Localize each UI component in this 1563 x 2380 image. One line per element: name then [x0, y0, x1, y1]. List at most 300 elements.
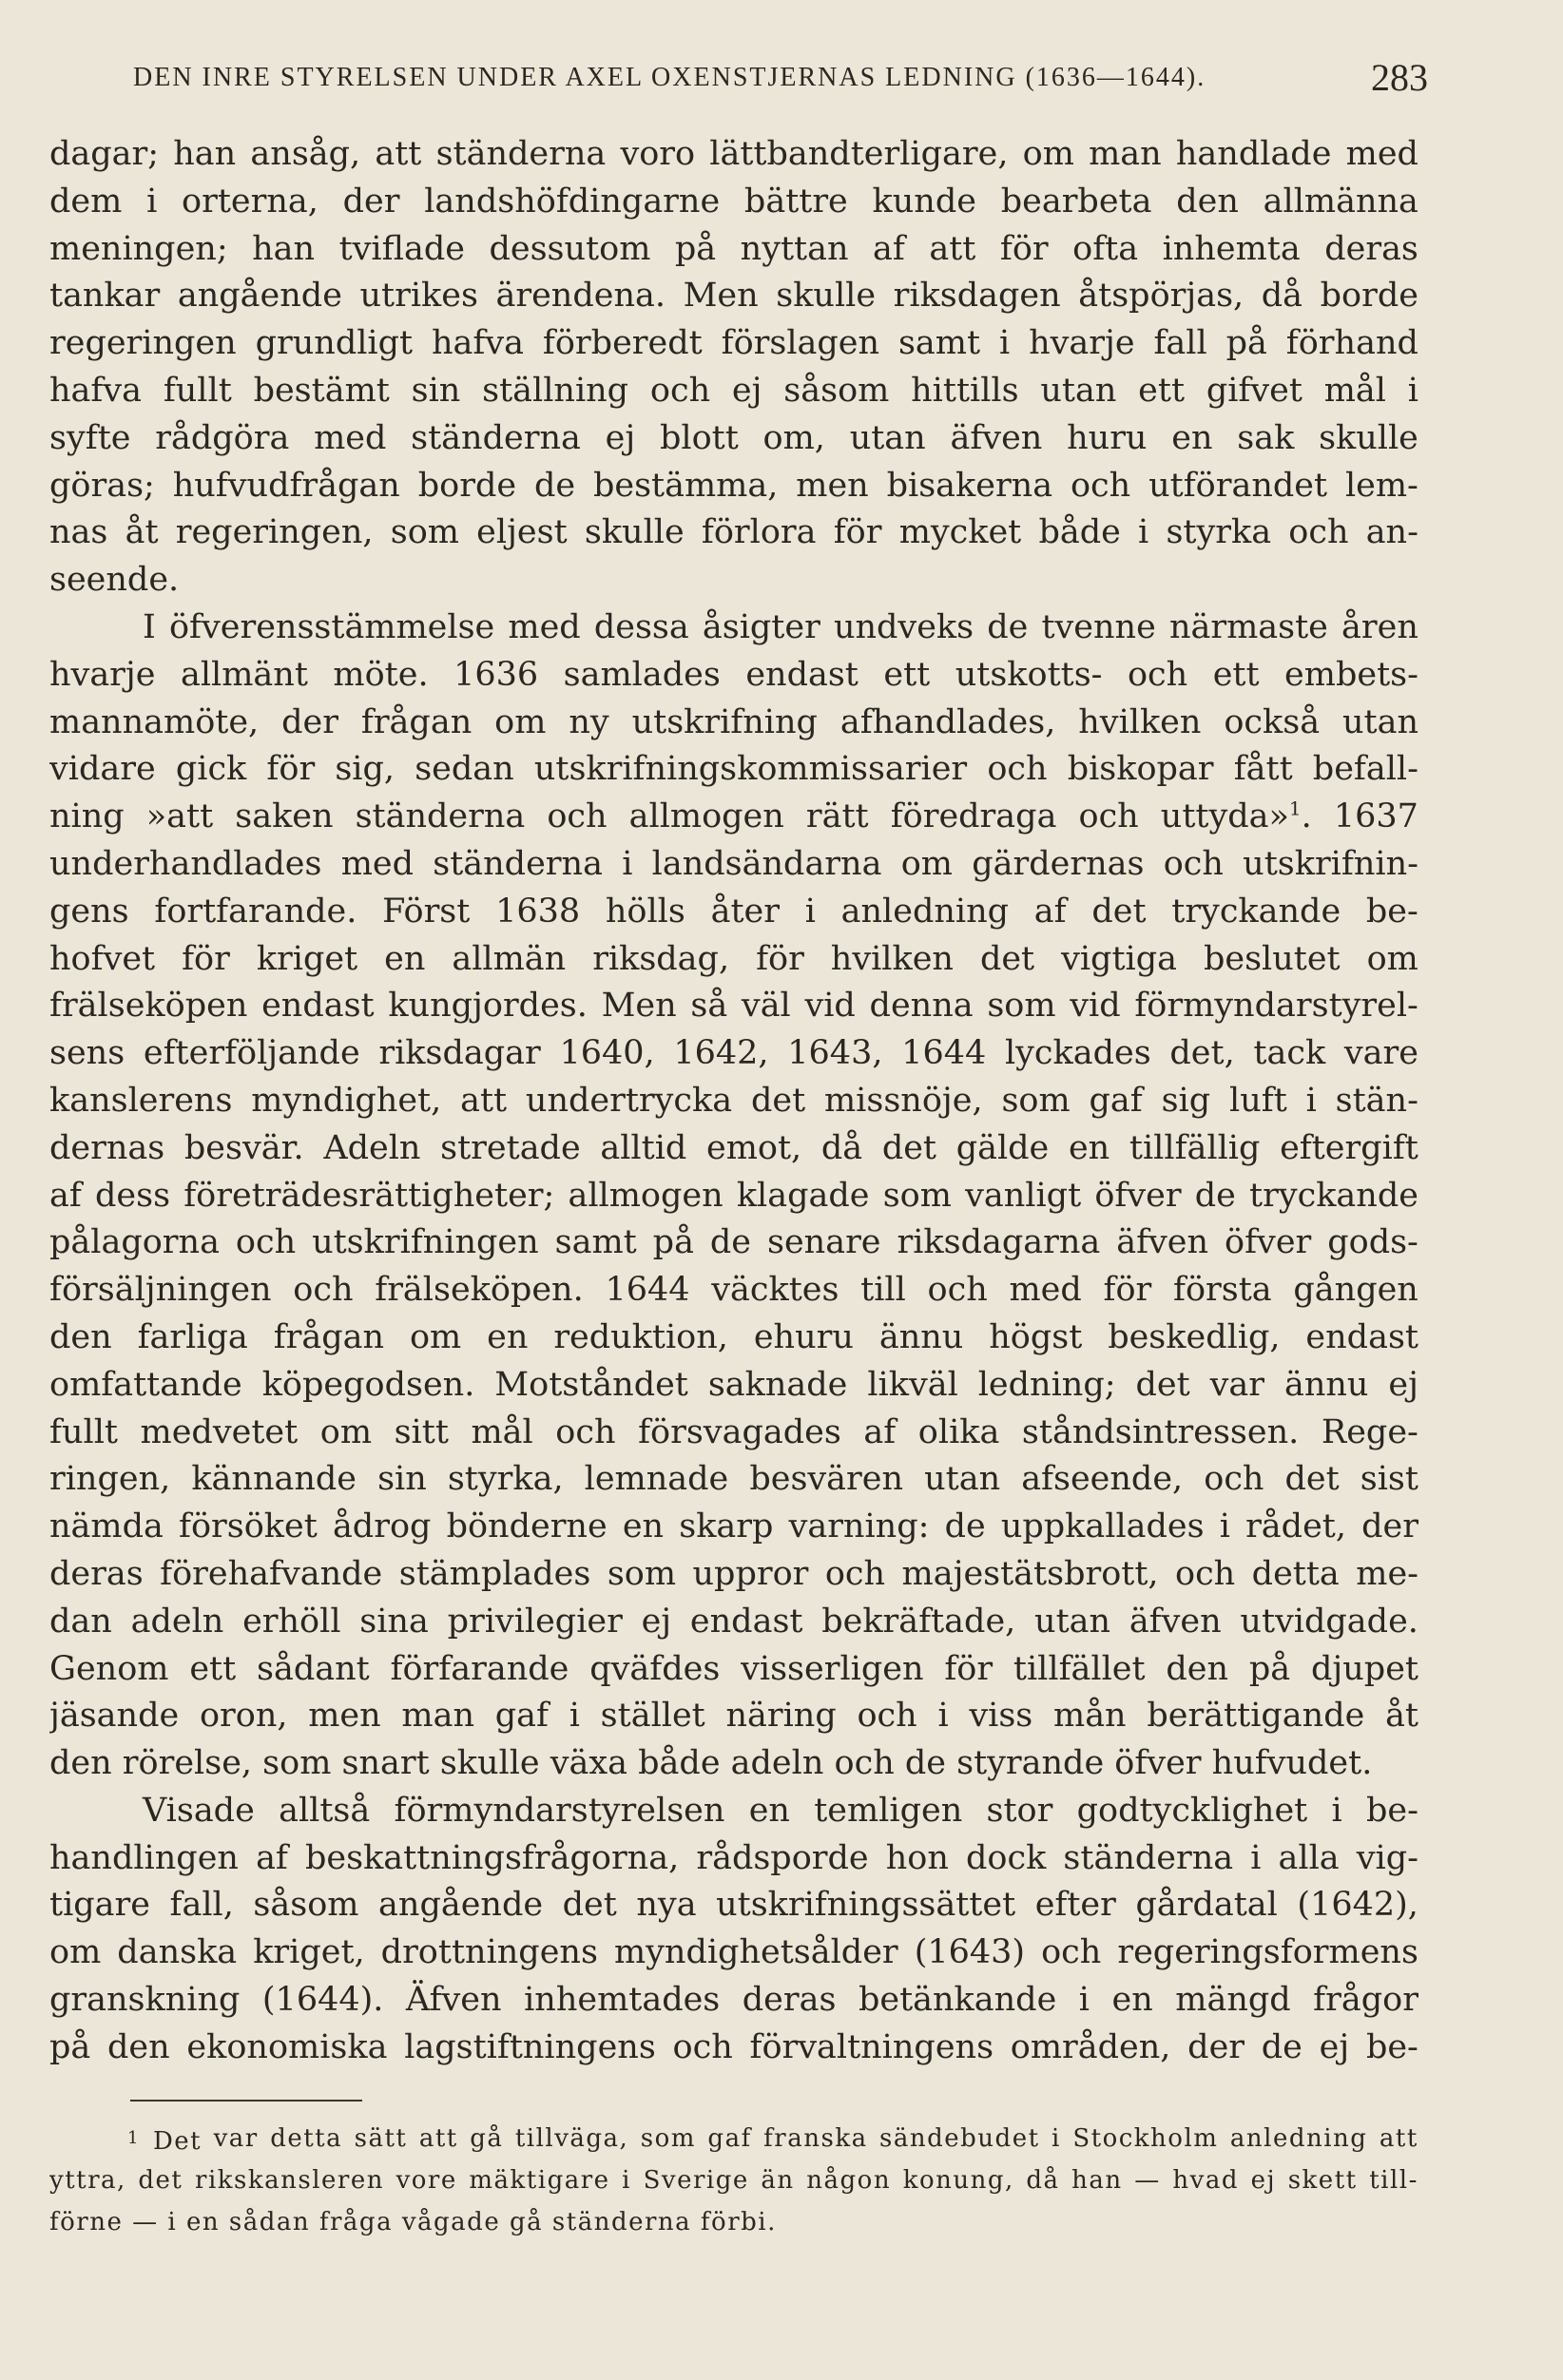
word: och: [649, 371, 711, 410]
word: försvagades: [638, 1412, 841, 1451]
word: skulle: [1319, 418, 1418, 457]
word: i: [622, 2166, 631, 2195]
word: (1643): [914, 1933, 1026, 1972]
word: den: [1166, 1649, 1229, 1688]
word: seende.: [49, 561, 180, 600]
word: angående: [177, 277, 342, 316]
word: Adeln: [323, 1128, 421, 1167]
word: embets-: [1284, 655, 1418, 694]
word: och: [1070, 466, 1131, 505]
word: hittills: [911, 371, 1019, 410]
word: viss: [969, 1697, 1033, 1736]
word: vare: [1343, 1034, 1418, 1073]
word: som: [1001, 1081, 1071, 1120]
word: der: [342, 182, 400, 221]
word: utan: [1341, 702, 1418, 741]
word: endast: [745, 655, 859, 694]
word: öfverensstämmelse: [168, 607, 495, 646]
word: borde: [1320, 277, 1418, 316]
word: utan: [1034, 1602, 1111, 1641]
word: men: [796, 466, 869, 505]
word: gods-: [1327, 1223, 1418, 1262]
word: gå: [470, 2124, 504, 2153]
word: utan: [849, 418, 926, 457]
word: riksdag,: [592, 939, 730, 978]
word: fullt: [49, 1412, 118, 1451]
word: utan: [1040, 371, 1117, 410]
body-text: [49, 131, 1418, 2072]
word: i: [1219, 1507, 1230, 1546]
text-line: [49, 509, 1418, 557]
word: i: [1331, 1791, 1342, 1830]
word: bekräftade,: [821, 1602, 1016, 1641]
word: då: [1261, 277, 1303, 316]
word: i: [167, 2208, 186, 2236]
word: gaf: [494, 1697, 549, 1736]
word: sist: [1360, 1460, 1418, 1499]
word: man: [1089, 135, 1162, 173]
word: detta: [270, 2124, 343, 2153]
word: afseende,: [1021, 1460, 1184, 1499]
word: ständerna: [411, 418, 581, 457]
word: temligen: [814, 1791, 963, 1830]
word: kanslerens: [49, 1081, 233, 1120]
word: stället: [600, 1697, 705, 1736]
word: förlora: [701, 513, 817, 552]
word: åt: [125, 513, 159, 552]
word: be-: [1366, 1791, 1418, 1830]
word: förfarande: [390, 1649, 569, 1688]
word: också: [1224, 702, 1321, 741]
word: meningen;: [49, 229, 228, 268]
word: skulle: [584, 513, 685, 552]
word: detta: [1251, 1554, 1340, 1593]
word: varning:: [788, 1507, 930, 1546]
word: ständerna: [433, 844, 603, 883]
word: huru: [1067, 418, 1148, 457]
word: mängd: [1175, 1981, 1291, 2020]
word: der: [1361, 1507, 1418, 1546]
word: nyttan: [740, 229, 849, 268]
word: der: [1187, 2027, 1245, 2066]
word: blott: [659, 418, 739, 457]
word: $^1$ Det: [127, 2127, 203, 2156]
word: åter: [710, 892, 780, 931]
word: privilegier: [447, 1602, 623, 1641]
word: jäsande: [49, 1697, 180, 1736]
word: på: [1225, 324, 1267, 363]
word: och: [1175, 1554, 1236, 1593]
word: likväl: [867, 1365, 958, 1404]
word: det: [979, 939, 1035, 978]
word: gick: [175, 750, 247, 789]
word: äfven: [950, 418, 1043, 457]
word: om: [1022, 135, 1074, 173]
word: djupet: [1311, 1649, 1418, 1688]
word: tryckande: [1249, 1176, 1418, 1215]
word: Sverige: [643, 2166, 749, 2195]
text-line: [49, 1410, 1418, 1457]
word: vidare: [49, 750, 156, 789]
word: konung,: [902, 2166, 1014, 2195]
word: biskopar: [1067, 750, 1214, 789]
text-line: [49, 179, 1418, 226]
word: ärendena.: [495, 277, 666, 316]
word: drottningens: [380, 1933, 598, 1972]
word: 1640,: [559, 1034, 655, 1073]
word: gälde: [955, 1128, 1050, 1167]
word: om: [900, 844, 953, 883]
word: vågade: [401, 2208, 510, 2236]
word: han: [173, 135, 237, 173]
word: styrka: [1166, 513, 1272, 552]
word: sitt: [394, 1412, 449, 1451]
word: ansåg,: [250, 135, 361, 173]
word: och: [824, 1554, 886, 1593]
word: majestätsbrott,: [901, 1554, 1159, 1593]
word: näring: [725, 1697, 837, 1736]
word: en: [185, 2208, 229, 2236]
word: utskrifningssättet: [716, 1886, 1016, 1925]
word: rätt: [805, 797, 869, 836]
word: ett: [1212, 655, 1260, 694]
word: äfven: [1116, 1223, 1209, 1262]
word: och: [1127, 655, 1188, 694]
word: endast: [261, 987, 375, 1026]
word: emot,: [705, 1128, 802, 1167]
word: det: [562, 1886, 617, 1925]
text-line: [49, 1740, 1418, 1788]
text-line: [49, 1551, 1418, 1599]
word: hvarje: [1029, 324, 1135, 363]
word: i: [937, 1697, 949, 1736]
word: skarp: [679, 1507, 774, 1546]
text-line: [49, 226, 1418, 274]
word: områden,: [1010, 2027, 1171, 2066]
word: med: [508, 607, 581, 646]
word: som: [987, 987, 1056, 1026]
word: medvetet: [140, 1412, 299, 1451]
word: bestämt: [253, 371, 390, 410]
word: 1638: [495, 892, 581, 931]
text-line: [49, 1882, 1418, 1929]
word: der: [281, 702, 338, 741]
word: sina: [359, 1602, 429, 1641]
word: myndighetsålder: [613, 1933, 898, 1972]
word: i: [1250, 1838, 1262, 1877]
word: ej: [1250, 2166, 1277, 2195]
word: första: [1173, 1271, 1272, 1310]
word: för: [999, 229, 1049, 268]
word: förslagen: [721, 324, 880, 363]
word: utskrifnin-: [1243, 844, 1418, 883]
word: företrädesrättigheter;: [183, 1176, 555, 1215]
word: luft: [1229, 1081, 1287, 1120]
word: regeringen,: [175, 513, 374, 552]
word: befall-: [1312, 750, 1418, 789]
word: växa: [550, 1744, 639, 1783]
text-line: [49, 368, 1418, 415]
word: ej: [605, 418, 636, 457]
word: på: [652, 1223, 694, 1262]
word: bearbeta: [1000, 182, 1152, 221]
word: dess: [95, 1176, 171, 1215]
word: det,: [1169, 1034, 1235, 1073]
word: och: [672, 2027, 733, 2066]
word: öfver: [1114, 1744, 1212, 1783]
word: fått: [1233, 750, 1293, 789]
word: senare: [766, 1223, 881, 1262]
word: gårdatal: [1135, 1886, 1278, 1925]
word: allmänt: [180, 655, 308, 694]
word: Men: [683, 277, 759, 316]
word: förbi.: [700, 2208, 777, 2236]
text-line: [49, 1599, 1418, 1646]
word: ning: [49, 797, 125, 836]
word: hvilken: [830, 939, 954, 978]
running-header-title: DEN INRE STYRELSEN UNDER AXEL OXENSTJERNAS LEDNING (1636—1644).: [133, 63, 1206, 92]
word: rådet,: [1245, 1507, 1346, 1546]
word: rörelse,: [122, 1744, 263, 1783]
word: förne: [49, 2208, 133, 2236]
word: inhemta: [1162, 229, 1301, 268]
word: dessutom: [489, 229, 651, 268]
word: förvaltningens: [749, 2027, 994, 2066]
text-line: [49, 936, 1418, 984]
word: frågan: [360, 702, 473, 741]
word: hafva: [49, 371, 143, 410]
word: syfte: [49, 418, 131, 457]
word: på: [674, 229, 717, 268]
word: i: [1407, 371, 1418, 410]
word: 1637: [1333, 797, 1418, 836]
word: de: [1261, 2027, 1302, 2066]
word: an-: [1365, 513, 1418, 552]
word: samt: [554, 1223, 637, 1262]
word: de: [709, 1223, 752, 1262]
word: tillfället: [1013, 1649, 1146, 1688]
page-number: 283: [1371, 56, 1428, 99]
word: utskrifningen: [312, 1223, 539, 1262]
word: tryckande: [1171, 892, 1341, 931]
word: erhöll: [242, 1602, 341, 1641]
word: 1636: [453, 655, 539, 694]
word: utförandet: [1148, 466, 1328, 505]
word: berättigande: [1147, 1697, 1365, 1736]
word: väl: [741, 987, 791, 1026]
word: endast: [1305, 1317, 1418, 1356]
word: grundligt: [255, 324, 414, 363]
word: af: [873, 229, 905, 268]
word: den: [1176, 182, 1239, 221]
footnote-line: [49, 2118, 1418, 2159]
word: för: [266, 750, 316, 789]
word: uttyda»$^1$.: [1160, 797, 1312, 836]
word: lem-: [1344, 466, 1418, 505]
word: bönderne: [446, 1507, 608, 1546]
text-line: [49, 794, 1418, 841]
word: anledning: [840, 892, 1010, 931]
word: som: [607, 1554, 677, 1593]
word: i: [622, 844, 633, 883]
word: försöket: [179, 1507, 318, 1546]
word: kungjordes.: [388, 987, 588, 1026]
word: deras: [1324, 229, 1418, 268]
word: ej: [1388, 1365, 1418, 1404]
word: borde: [417, 466, 517, 505]
word: om: [49, 1933, 102, 1972]
word: farliga: [137, 1317, 248, 1356]
word: endast: [689, 1602, 803, 1641]
word: styrka,: [447, 1460, 564, 1499]
footnote-reference[interactable]: 1: [1288, 797, 1302, 820]
text-line: [49, 1078, 1418, 1125]
word: voro: [620, 135, 696, 173]
word: handlade: [1175, 135, 1332, 173]
footnote: [49, 2118, 1418, 2243]
word: pålagorna: [49, 1223, 220, 1262]
word: vig-: [1356, 1838, 1418, 1877]
word: en: [1111, 1981, 1153, 2020]
word: i: [1052, 2124, 1061, 2153]
text-line: [49, 2025, 1418, 2072]
footnote-line: [49, 2201, 1418, 2243]
word: fortfarande.: [154, 892, 357, 931]
word: (1642),: [1297, 1886, 1418, 1925]
word: sin: [377, 1460, 427, 1499]
word: det: [1135, 1365, 1190, 1404]
word: med: [1345, 135, 1418, 173]
word: samlades: [563, 655, 721, 694]
word: —: [132, 2208, 168, 2236]
word: den: [107, 2027, 170, 2066]
word: göras;: [49, 466, 155, 505]
word: mål: [471, 1412, 533, 1451]
word: i: [569, 1697, 580, 1736]
word: uppror: [692, 1554, 809, 1593]
word: ett: [1138, 371, 1186, 410]
word: förmyndarstyrel-: [1134, 987, 1418, 1026]
word: stretade: [440, 1128, 581, 1167]
word: dem: [49, 182, 123, 221]
word: allmänna: [1263, 182, 1418, 221]
word: 1642,: [673, 1034, 769, 1073]
text-line: [49, 700, 1418, 747]
word: me-: [1356, 1554, 1418, 1593]
word: Först: [382, 892, 471, 931]
text-line: [49, 841, 1418, 889]
word: sens: [49, 1034, 125, 1073]
word: förberedt: [542, 324, 703, 363]
word: saken: [235, 797, 334, 836]
word: ställning: [482, 371, 629, 410]
word: i: [1138, 513, 1149, 552]
word: dan: [49, 1602, 112, 1641]
text-line: [49, 1646, 1418, 1694]
running-header: [133, 55, 1428, 103]
word: utvidgade.: [1240, 1602, 1418, 1641]
word: Men: [601, 987, 677, 1026]
word: i: [804, 892, 816, 931]
word: om,: [762, 418, 825, 457]
word: tankar: [49, 277, 161, 316]
word: och: [235, 1223, 297, 1262]
word: för: [1103, 1271, 1152, 1310]
word: be-: [1365, 892, 1418, 931]
word: på: [1248, 1649, 1291, 1688]
word: tack: [1253, 1034, 1326, 1073]
text-line: [49, 1030, 1418, 1078]
word: riksdagarna: [897, 1223, 1101, 1262]
word: alla: [1278, 1838, 1340, 1877]
word: kännande: [191, 1460, 357, 1499]
word: både: [1038, 513, 1121, 552]
word: försäljningen: [49, 1271, 272, 1310]
word: adeln: [130, 1602, 224, 1641]
word: ännu: [1283, 1365, 1369, 1404]
word: eljest: [476, 513, 568, 552]
word: skulle: [776, 277, 877, 316]
word: danska: [117, 1933, 238, 1972]
word: öfver: [1094, 1176, 1182, 1215]
word: de: [533, 466, 576, 505]
word: åtspörjas,: [1078, 277, 1245, 316]
word: hufvudfrågan: [172, 466, 400, 505]
text-line: [49, 1835, 1418, 1883]
word: undertrycka: [525, 1081, 733, 1120]
word: ständerna: [1063, 1838, 1234, 1877]
word: ådrog: [332, 1507, 432, 1546]
word: inhemtades: [524, 1981, 721, 2020]
word: det: [750, 1081, 806, 1120]
word: sådant: [256, 1649, 370, 1688]
word: ofta: [1072, 229, 1139, 268]
word: af: [256, 1838, 288, 1877]
word: uppkallades: [1000, 1507, 1205, 1546]
word: närmaste: [1168, 607, 1328, 646]
word: det: [1091, 892, 1147, 931]
word: visserligen: [741, 1649, 924, 1688]
word: fråga: [318, 2208, 402, 2236]
word: stän-: [1335, 1081, 1418, 1120]
word: som: [262, 1744, 342, 1783]
word: vid: [804, 987, 856, 1026]
word: en: [1171, 418, 1213, 457]
word: tillfällig: [1129, 1128, 1261, 1167]
word: oron,: [199, 1697, 288, 1736]
text-line: [49, 1977, 1418, 2025]
word: sak: [1237, 418, 1295, 457]
word: och: [293, 1271, 354, 1310]
footnote-line: [49, 2159, 1418, 2201]
word: hvilken: [1078, 702, 1202, 741]
word: deras: [742, 1981, 837, 2020]
word: nämda: [49, 1507, 164, 1546]
word: granskning: [49, 1981, 241, 2020]
word: tigare: [49, 1886, 150, 1925]
word: sin: [411, 371, 461, 410]
word: att: [418, 2124, 458, 2153]
word: ständerna: [435, 135, 607, 173]
word: fall: [1153, 324, 1207, 363]
text-line: [49, 1693, 1418, 1740]
word: Genom: [49, 1649, 169, 1688]
word: att: [1379, 2124, 1418, 2153]
word: snart: [341, 1744, 440, 1783]
word: Rege-: [1321, 1412, 1418, 1451]
word: mål: [1323, 371, 1386, 410]
word: reduktion,: [553, 1317, 728, 1356]
